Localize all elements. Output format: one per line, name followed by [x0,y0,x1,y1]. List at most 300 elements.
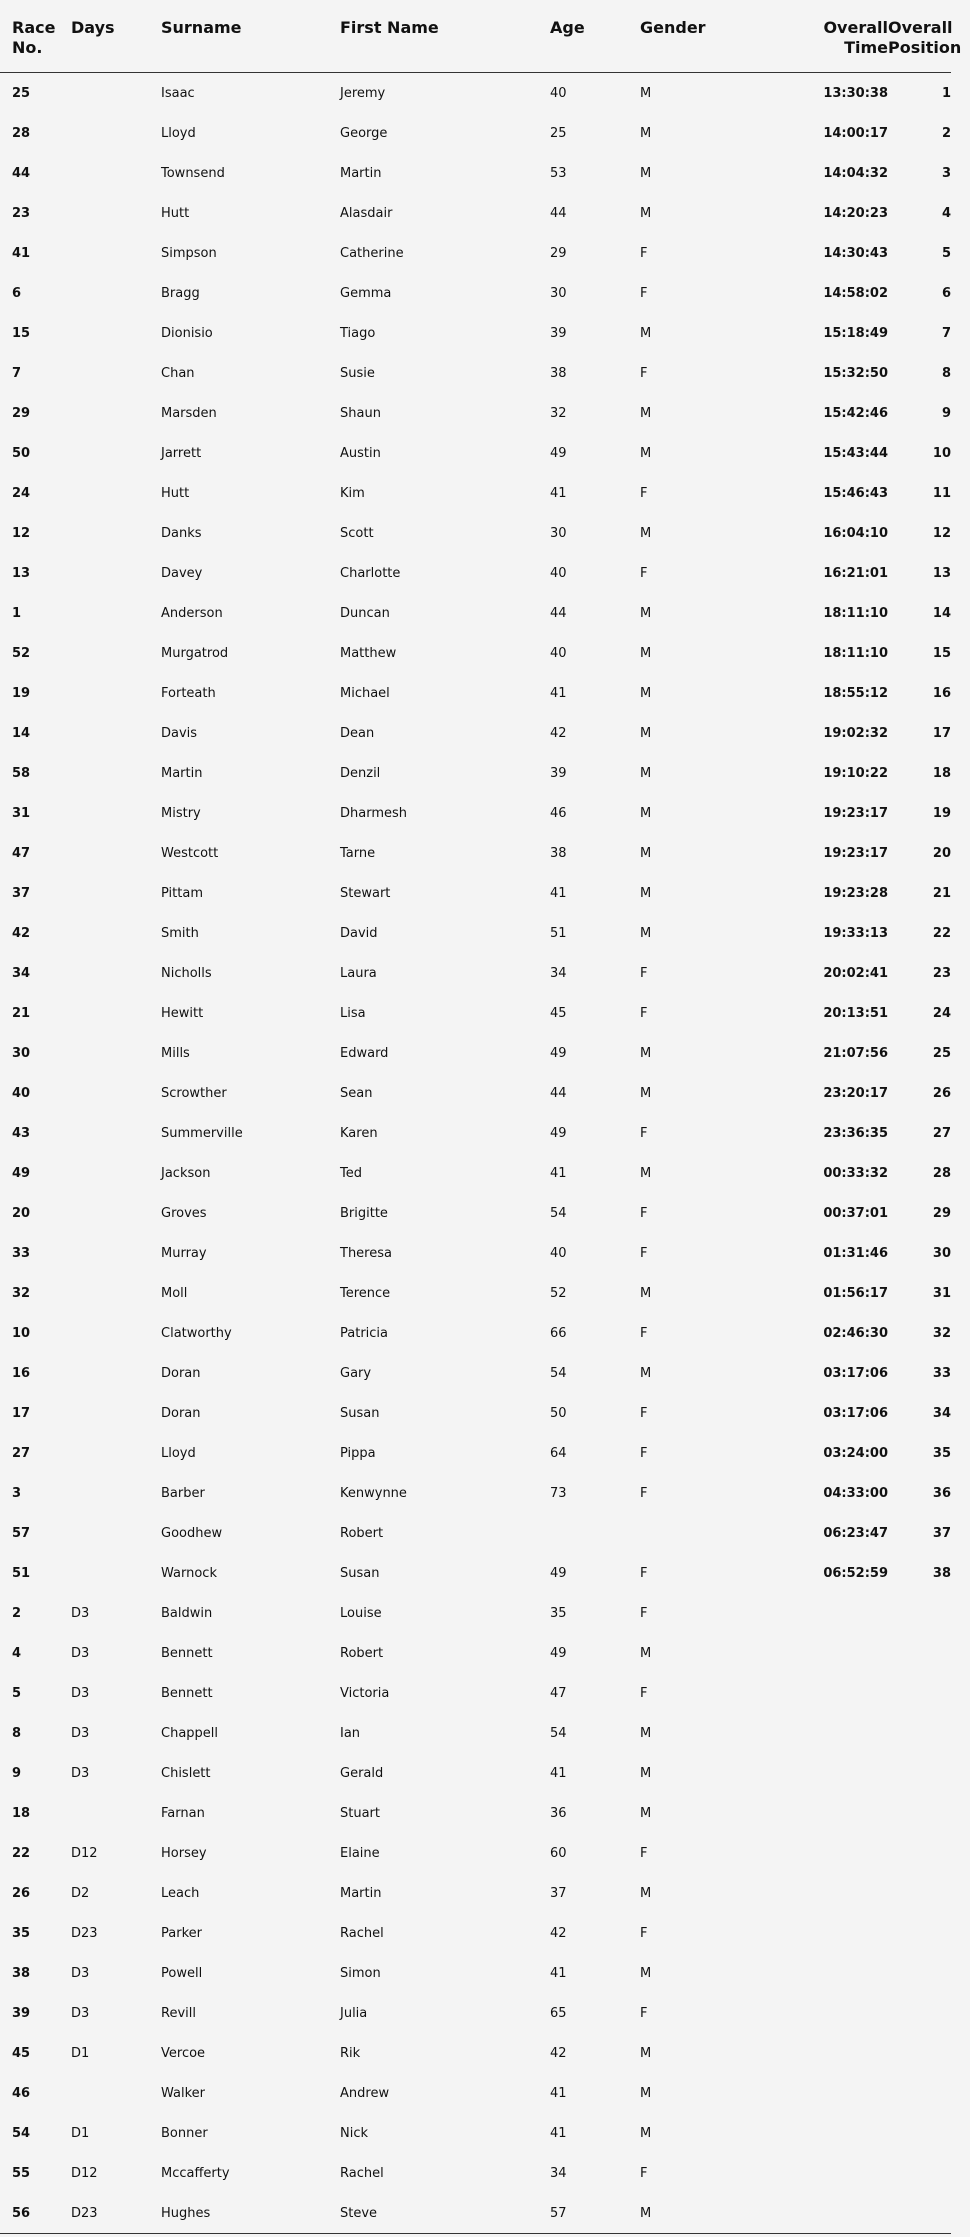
cell-overall-time: 15:42:46 [823,405,888,421]
header-row [0,0,951,73]
table-row [0,2033,951,2073]
cell-overall-time: 15:18:49 [823,325,888,341]
cell-overall-time: 19:02:32 [823,725,888,741]
table-row [0,1833,951,1873]
table-row [0,913,951,953]
cell-age: 44 [550,605,567,621]
cell-gender: M [640,845,652,861]
table-row [0,1393,951,1433]
cell-gender: M [640,2045,652,2061]
cell-age: 34 [550,2165,567,2181]
cell-race-no: 19 [12,685,31,701]
cell-race-no: 23 [12,205,31,221]
footer-rule-row [0,2234,951,2237]
cell-age: 36 [550,1805,567,1821]
cell-race-no: 55 [12,2165,31,2181]
cell-overall-position [888,1833,951,1873]
cell-gender: M [640,1285,652,1301]
cell-first-name: Karen [340,1125,378,1141]
cell-first-name: Duncan [340,605,390,621]
cell-age: 49 [550,1125,567,1141]
cell-first-name: Charlotte [340,565,401,581]
table-row [0,353,951,393]
cell-overall-position: 28 [932,1165,951,1181]
table-row [0,1753,951,1793]
cell-overall-position [888,1873,951,1913]
cell-overall-time: 23:36:35 [823,1125,888,1141]
cell-surname: Marsden [161,405,217,421]
cell-overall-time: 23:20:17 [823,1085,888,1101]
cell-overall-position [888,1913,951,1953]
table-row [0,1073,951,1113]
cell-surname: Anderson [161,605,223,621]
column-header-first-name[interactable]: First Name [340,0,550,73]
cell-surname: Martin [161,765,203,781]
cell-race-no: 7 [12,365,22,381]
cell-age: 34 [550,965,567,981]
cell-surname: Davey [161,565,203,581]
cell-gender: M [640,725,652,741]
cell-days [71,753,161,793]
cell-overall-time: 15:46:43 [823,485,888,501]
cell-age: 60 [550,1845,567,1861]
cell-days: D3 [71,1685,90,1701]
cell-race-no: 58 [12,765,31,781]
cell-age: 52 [550,1285,567,1301]
cell-age: 54 [550,1365,567,1381]
cell-overall-position: 29 [932,1205,951,1221]
table-row [0,1953,951,1993]
cell-gender: F [640,1925,648,1941]
cell-surname: Moll [161,1285,188,1301]
table-row [0,273,951,313]
column-header-surname[interactable]: Surname [161,0,340,73]
cell-days [71,1793,161,1833]
cell-overall-position [888,2193,951,2234]
cell-gender: M [640,885,652,901]
cell-overall-position: 20 [932,845,951,861]
cell-first-name: Lisa [340,1005,366,1021]
cell-overall-position: 14 [932,605,951,621]
cell-overall-position [888,2153,951,2193]
cell-first-name: Robert [340,1525,384,1541]
cell-overall-time: 16:04:10 [823,525,888,541]
cell-surname: Mccafferty [161,2165,230,2181]
cell-age: 30 [550,525,567,541]
cell-first-name: Theresa [340,1245,392,1261]
cell-overall-position: 21 [932,885,951,901]
table-row [0,753,951,793]
cell-surname: Jackson [161,1165,211,1181]
cell-gender: F [640,1485,648,1501]
cell-race-no: 37 [12,885,31,901]
cell-race-no: 18 [12,1805,31,1821]
cell-gender: M [640,605,652,621]
cell-days: D3 [71,1645,90,1661]
cell-race-no: 22 [12,1845,31,1861]
cell-days: D3 [71,1725,90,1741]
cell-surname: Forteath [161,685,216,701]
cell-days [71,273,161,313]
column-header-race-no[interactable]: Race No. [0,0,71,73]
cell-overall-time: 15:43:44 [823,445,888,461]
cell-age: 40 [550,1245,567,1261]
cell-gender: F [640,245,648,261]
cell-age: 38 [550,365,567,381]
cell-surname: Barber [161,1485,205,1501]
cell-first-name: Robert [340,1645,384,1661]
table-row [0,953,951,993]
cell-overall-position: 23 [932,965,951,981]
table-row [0,1793,951,1833]
table-row [0,2193,951,2234]
cell-gender: M [640,165,652,181]
cell-first-name: Gary [340,1365,372,1381]
cell-overall-time: 03:17:06 [823,1365,888,1381]
cell-overall-time: 14:00:17 [823,125,888,141]
cell-age: 40 [550,85,567,101]
cell-days: D12 [71,1845,98,1861]
cell-first-name: Shaun [340,405,381,421]
cell-race-no: 56 [12,2205,31,2221]
cell-overall-position: 26 [932,1085,951,1101]
cell-race-no: 49 [12,1165,31,1181]
cell-race-no: 21 [12,1005,31,1021]
cell-overall-time: 18:11:10 [823,605,888,621]
cell-gender: F [640,1005,648,1021]
cell-first-name: Steve [340,2205,378,2221]
cell-gender: F [640,2165,648,2181]
cell-race-no: 51 [12,1565,31,1581]
cell-overall-position: 34 [932,1405,951,1421]
cell-surname: Westcott [161,845,219,861]
cell-surname: Murray [161,1245,207,1261]
cell-age: 30 [550,285,567,301]
cell-days [71,913,161,953]
cell-race-no: 45 [12,2045,31,2061]
cell-age: 41 [550,1965,567,1981]
cell-surname: Leach [161,1885,200,1901]
table-row [0,1153,951,1193]
cell-days [71,113,161,153]
table-row [0,73,951,114]
cell-race-no: 26 [12,1885,31,1901]
table-row [0,673,951,713]
cell-race-no: 54 [12,2125,31,2141]
table-row [0,593,951,633]
cell-days [71,353,161,393]
cell-overall-time: 00:33:32 [823,1165,888,1181]
cell-gender: M [640,805,652,821]
table-row [0,833,951,873]
cell-race-no: 17 [12,1405,31,1421]
cell-overall-position: 18 [932,765,951,781]
column-header-overall-position[interactable]: Overall Position [888,0,951,73]
cell-surname: Powell [161,1965,203,1981]
cell-race-no: 50 [12,445,31,461]
cell-age: 35 [550,1605,567,1621]
cell-first-name: Julia [340,2005,368,2021]
table-header [0,0,962,73]
cell-overall-time: 14:04:32 [823,165,888,181]
cell-days [71,1353,161,1393]
cell-race-no: 38 [12,1965,31,1981]
cell-surname: Pittam [161,885,203,901]
cell-surname: Clatworthy [161,1325,232,1341]
cell-overall-time: 20:02:41 [823,965,888,981]
cell-gender: M [640,525,652,541]
cell-overall-time [735,1873,888,1913]
cell-days [71,793,161,833]
cell-gender: M [640,1885,652,1901]
cell-race-no: 57 [12,1525,31,1541]
cell-first-name: Susan [340,1405,380,1421]
cell-age: 50 [550,1405,567,1421]
cell-overall-position [888,1793,951,1833]
cell-days [71,1073,161,1113]
cell-race-no: 10 [12,1325,31,1341]
cell-first-name: Dean [340,725,375,741]
column-header-age[interactable]: Age [550,0,640,73]
cell-age: 41 [550,1165,567,1181]
cell-overall-time: 06:23:47 [823,1525,888,1541]
cell-overall-position [888,1993,951,2033]
cell-overall-time: 02:46:30 [823,1325,888,1341]
cell-age: 41 [550,2125,567,2141]
cell-surname: Groves [161,1205,207,1221]
cell-first-name: Rachel [340,1925,384,1941]
cell-first-name: Laura [340,965,377,981]
cell-surname: Danks [161,525,202,541]
cell-overall-position [888,1633,951,1673]
cell-race-no: 14 [12,725,31,741]
cell-first-name: George [340,125,388,141]
cell-age: 64 [550,1445,567,1461]
cell-overall-time [735,2033,888,2073]
table-row [0,313,951,353]
cell-surname: Smith [161,925,199,941]
cell-overall-time: 20:13:51 [823,1005,888,1021]
cell-days [71,953,161,993]
cell-surname: Simpson [161,245,217,261]
cell-race-no: 27 [12,1445,31,1461]
table-row [0,513,951,553]
column-header-days[interactable]: Days [71,0,161,73]
cell-first-name: Tarne [340,845,376,861]
cell-overall-position: 11 [932,485,951,501]
cell-days [71,2073,161,2113]
cell-gender: M [640,1965,652,1981]
cell-age: 73 [550,1485,567,1501]
cell-overall-position: 9 [941,405,951,421]
cell-days [71,73,161,114]
cell-age: 49 [550,1565,567,1581]
cell-overall-time: 03:24:00 [823,1445,888,1461]
cell-overall-time [735,1593,888,1633]
cell-gender: M [640,1085,652,1101]
cell-overall-position: 36 [932,1485,951,1501]
table-row [0,713,951,753]
cell-gender: M [640,2125,652,2141]
cell-gender: F [640,565,648,581]
cell-overall-time: 19:33:13 [823,925,888,941]
table-row [0,1553,951,1593]
table-row [0,1473,951,1513]
cell-overall-time [735,2193,888,2234]
cell-overall-time [735,1953,888,1993]
cell-first-name: Austin [340,445,381,461]
cell-days [71,233,161,273]
cell-surname: Farnan [161,1805,205,1821]
cell-overall-time: 18:11:10 [823,645,888,661]
cell-days [71,393,161,433]
cell-age: 54 [550,1725,567,1741]
cell-first-name: Dharmesh [340,805,408,821]
cell-race-no: 46 [12,2085,31,2101]
cell-days [71,1313,161,1353]
cell-race-no: 1 [12,605,22,621]
cell-age: 41 [550,885,567,901]
cell-surname: Horsey [161,1845,207,1861]
cell-race-no: 32 [12,1285,31,1301]
table-row [0,393,951,433]
cell-overall-time: 19:23:28 [823,885,888,901]
cell-surname: Dionisio [161,325,213,341]
cell-first-name: Martin [340,1885,382,1901]
cell-first-name: Terence [340,1285,391,1301]
cell-overall-position: 33 [932,1365,951,1381]
cell-overall-time: 06:52:59 [823,1565,888,1581]
cell-days: D23 [71,2205,98,2221]
cell-surname: Hewitt [161,1005,204,1021]
cell-first-name: Gerald [340,1765,384,1781]
cell-days [71,473,161,513]
cell-surname: Bonner [161,2125,208,2141]
cell-age: 65 [550,2005,567,2021]
cell-overall-position: 37 [932,1525,951,1541]
cell-age: 41 [550,685,567,701]
cell-gender: F [640,285,648,301]
cell-overall-position: 3 [941,165,951,181]
cell-overall-position: 13 [932,565,951,581]
cell-race-no: 16 [12,1365,31,1381]
cell-age: 53 [550,165,567,181]
cell-days [71,1233,161,1273]
table-row [0,433,951,473]
cell-first-name: Stuart [340,1805,380,1821]
cell-first-name: Scott [340,525,374,541]
cell-gender: F [640,1205,648,1221]
cell-overall-position: 30 [932,1245,951,1261]
cell-days: D23 [71,1925,98,1941]
cell-first-name: Victoria [340,1685,390,1701]
cell-overall-position: 15 [932,645,951,661]
cell-race-no: 30 [12,1045,31,1061]
column-header-overall-time[interactable]: Overall Time [735,0,888,73]
cell-surname: Doran [161,1365,201,1381]
cell-age: 51 [550,925,567,941]
cell-age: 47 [550,1685,567,1701]
cell-first-name: Louise [340,1605,382,1621]
footer-rule [0,2234,951,2237]
cell-gender: F [640,1565,648,1581]
cell-gender: M [640,1365,652,1381]
cell-surname: Lloyd [161,125,196,141]
cell-first-name: Ian [340,1725,361,1741]
table-row [0,553,951,593]
cell-first-name: Ted [340,1165,362,1181]
cell-gender: F [640,485,648,501]
cell-overall-position: 35 [932,1445,951,1461]
cell-overall-time: 19:10:22 [823,765,888,781]
table-row [0,1713,951,1753]
cell-gender: F [640,1325,648,1341]
cell-surname: Warnock [161,1565,217,1581]
cell-surname: Isaac [161,85,195,101]
cell-overall-time: 03:17:06 [823,1405,888,1421]
table-row [0,633,951,673]
cell-surname: Goodhew [161,1525,223,1541]
cell-days [71,513,161,553]
cell-overall-position: 6 [941,285,951,301]
cell-overall-position [888,1713,951,1753]
cell-first-name: Nick [340,2125,369,2141]
table-row [0,1593,951,1633]
cell-first-name: Brigitte [340,1205,388,1221]
cell-age: 49 [550,1045,567,1061]
table-row [0,113,951,153]
cell-days [71,1193,161,1233]
cell-days [71,193,161,233]
cell-surname: Murgatrod [161,645,229,661]
cell-overall-position: 1 [941,85,951,101]
cell-overall-position: 8 [941,365,951,381]
cell-gender [640,1513,735,1553]
table-row [0,1113,951,1153]
cell-age: 44 [550,1085,567,1101]
cell-overall-position: 7 [941,325,951,341]
cell-gender: M [640,685,652,701]
column-header-gender[interactable]: Gender [640,0,735,73]
cell-surname: Jarrett [161,445,202,461]
table-row [0,1873,951,1913]
cell-race-no: 6 [12,285,22,301]
cell-age: 49 [550,1645,567,1661]
table-row [0,233,951,273]
cell-surname: Walker [161,2085,206,2101]
table-row [0,153,951,193]
cell-first-name: Simon [340,1965,381,1981]
cell-surname: Chislett [161,1765,211,1781]
cell-overall-time [735,1633,888,1673]
cell-gender: F [640,1125,648,1141]
cell-overall-time [735,2113,888,2153]
cell-age: 54 [550,1205,567,1221]
cell-overall-time [735,1753,888,1793]
cell-gender: M [640,765,652,781]
cell-first-name: Susan [340,1565,380,1581]
cell-first-name: Pippa [340,1445,376,1461]
cell-surname: Chappell [161,1725,219,1741]
cell-first-name: Michael [340,685,390,701]
cell-gender: M [640,2085,652,2101]
cell-overall-position [888,1593,951,1633]
cell-first-name: Catherine [340,245,404,261]
cell-first-name: Tiago [340,325,376,341]
cell-overall-time: 19:23:17 [823,845,888,861]
cell-race-no: 43 [12,1125,31,1141]
cell-first-name: Kim [340,485,365,501]
